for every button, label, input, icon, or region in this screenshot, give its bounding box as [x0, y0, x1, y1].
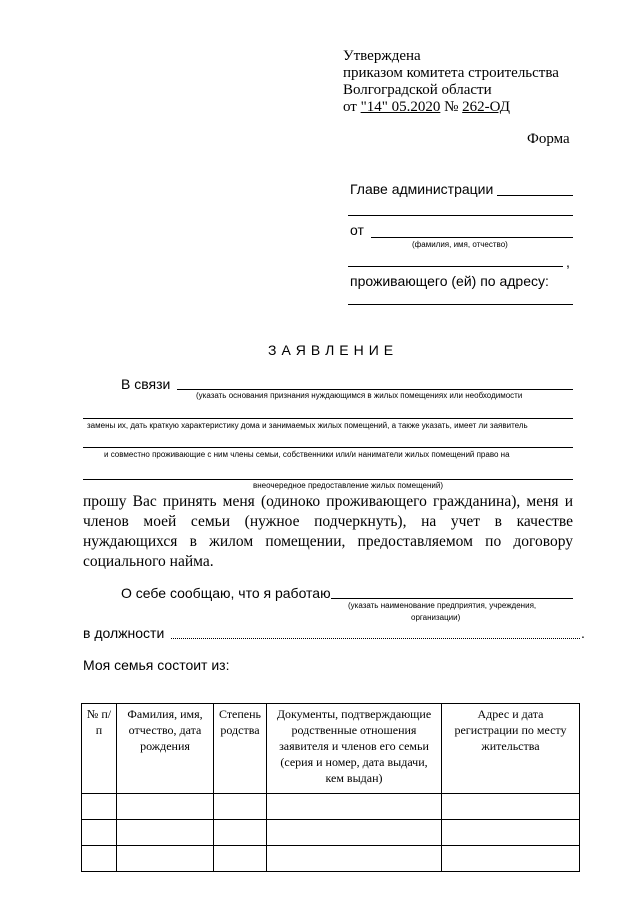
header-relation: Степень родства	[214, 704, 267, 794]
reason-hint-2: замены их, дать краткую характеристику дома и занимаемых жилых помещений, а также указать, имеет ли заявитель	[87, 421, 528, 430]
approval-date: "14" 05.2020	[360, 99, 441, 115]
table-cell[interactable]	[442, 794, 580, 820]
document-title: ЗАЯВЛЕНИЕ	[268, 342, 399, 358]
work-label: О себе сообщаю, что я работаю	[121, 585, 331, 601]
table-cell[interactable]	[214, 846, 267, 872]
reason-field-4[interactable]	[83, 479, 573, 480]
family-table-header	[82, 704, 580, 794]
name-comma: ,	[566, 254, 570, 270]
reason-hint-4: внеочередное предоставление жилых помещений)	[253, 481, 444, 490]
header-documents: Документы, подтверждающие родственные отношения заявителя и членов его семьи (серия и номер, дата выдачи, кем выдан)	[267, 704, 442, 794]
reason-field-1[interactable]	[177, 389, 573, 390]
table-row	[82, 794, 580, 820]
table-cell[interactable]	[117, 794, 214, 820]
family-intro: Моя семья состоит из:	[83, 657, 230, 673]
head-name-field-2[interactable]	[348, 215, 573, 216]
position-label: в должности	[83, 625, 165, 641]
applicant-name-field-2[interactable]	[348, 266, 563, 267]
table-cell[interactable]	[267, 820, 442, 846]
table-cell[interactable]	[214, 794, 267, 820]
reason-hint-3: и совместно проживающие с ним члены семьи, собственники или/и наниматели жилых помещений право на	[104, 450, 510, 459]
form-label: Форма	[527, 131, 570, 147]
table-cell[interactable]	[267, 846, 442, 872]
approval-number: 262-ОД	[462, 99, 510, 115]
table-cell[interactable]	[82, 794, 117, 820]
approval-line-2: приказом комитета строительства	[343, 65, 559, 81]
head-name-field[interactable]	[497, 195, 573, 196]
approval-number-sign: №	[440, 99, 463, 115]
request-paragraph: прошу Вас принять меня (одиноко проживающего гражданина), меня и членов моей семьи (нужное подчеркнуть), на учет в качестве нуждающихся в жилом помещении, предоставляемом по договору социального найма.	[83, 493, 573, 570]
applicant-name-field[interactable]	[371, 237, 573, 238]
name-hint: (фамилия, имя, отчество)	[412, 240, 508, 249]
address-field[interactable]	[348, 304, 573, 305]
table-cell[interactable]	[117, 846, 214, 872]
table-cell[interactable]	[267, 794, 442, 820]
approval-date-line	[343, 99, 510, 116]
header-address: Адрес и дата регистрации по месту жительства	[442, 704, 580, 794]
approval-date-prefix: от	[343, 99, 361, 115]
approval-line-1: Утверждена	[343, 48, 421, 64]
workplace-field[interactable]	[331, 598, 573, 599]
table-row	[82, 820, 580, 846]
work-hint-1: (указать наименование предприятия, учреждения,	[348, 601, 537, 610]
reason-label: В связи	[121, 376, 171, 392]
from-label: от	[350, 222, 364, 238]
to-head-label: Главе администрации	[350, 181, 494, 197]
table-cell[interactable]	[214, 820, 267, 846]
reason-hint-1: (указать основания признания нуждающимся в жилых помещениях или необходимости	[196, 391, 523, 400]
table-cell[interactable]	[82, 820, 117, 846]
position-field[interactable]	[171, 638, 580, 639]
table-cell[interactable]	[442, 846, 580, 872]
approval-line-3: Волгоградской области	[343, 82, 492, 98]
position-period: .	[581, 625, 585, 641]
table-cell[interactable]	[82, 846, 117, 872]
table-cell[interactable]	[442, 820, 580, 846]
residing-label: проживающего (ей) по адресу:	[350, 273, 549, 289]
table-row	[82, 846, 580, 872]
family-table	[81, 703, 580, 872]
work-hint-2: организации)	[411, 613, 461, 622]
reason-field-2[interactable]	[83, 418, 573, 419]
table-cell[interactable]	[117, 820, 214, 846]
reason-field-3[interactable]	[83, 447, 573, 448]
header-name: Фамилия, имя, отчество, дата рождения	[117, 704, 214, 794]
header-number: № п/п	[82, 704, 117, 794]
